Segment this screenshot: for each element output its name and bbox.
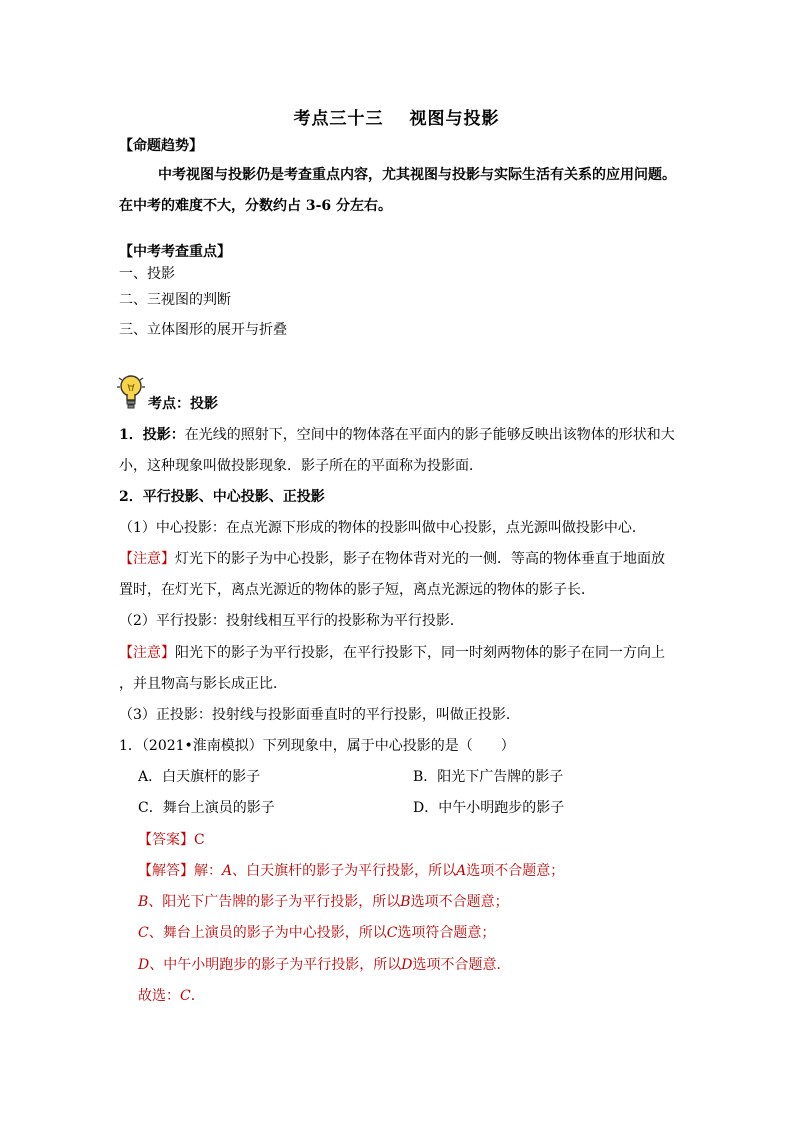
- section-heading: 2．平行投影、中心投影、正投影: [119, 489, 325, 505]
- paragraph: [119, 425, 675, 445]
- option-a: A．白天旗杆的影子: [138, 769, 261, 785]
- paragraph-text: （2）平行投影：投射线相互平行的投影称为平行投影．: [119, 613, 464, 629]
- option-letter: C: [138, 925, 149, 941]
- note-label: 【注意】: [119, 551, 175, 567]
- kaodian-label: 考点：投影: [148, 396, 218, 412]
- analysis-text: 、阳光下广告牌的影子为平行投影，所以: [148, 894, 401, 910]
- option-letter: A: [222, 863, 233, 879]
- option-letter: C: [386, 925, 398, 941]
- option-letter: B: [138, 894, 149, 910]
- analysis-text: 、舞台上演员的影子为中心投影，所以: [148, 925, 387, 941]
- trend-heading: 【命题趋势】: [119, 138, 203, 154]
- note: [119, 643, 665, 663]
- conclusion-line: [138, 986, 205, 1006]
- note-text: 置时，在灯光下，离点光源近的物体的影子短，离点光源远的物体的影子长．: [119, 582, 595, 598]
- option-letter: D: [401, 957, 413, 973]
- note-text: 阳光下的影子为平行投影，在平行投影下，同一时刻两物体的影子在同一方向上: [175, 645, 665, 661]
- trend-text-2: 在中考的难度不大，分数约占 3-6 分左右。: [119, 198, 393, 214]
- option-letter: D: [138, 957, 150, 973]
- title-part-1: 考点三十三: [293, 109, 384, 129]
- analysis-text: 、中午小明跑步的影子为平行投影，所以: [149, 957, 402, 973]
- analysis-text: 选项符合题意；: [397, 925, 496, 941]
- analysis-line: [138, 861, 564, 881]
- conclusion-text: 故选：: [138, 988, 180, 1004]
- option-c: C．舞台上演员的影子: [138, 800, 275, 816]
- analysis-text: 选项不合题意；: [410, 894, 509, 910]
- term-label: 1．投影：: [119, 427, 185, 443]
- trend-text-1: 中考视图与投影仍是考查重点内容，尤其视图与投影与实际生活有关系的应用问题。: [158, 167, 676, 183]
- analysis-text: 选项不合题意．: [412, 957, 511, 973]
- paragraph-text: 在光线的照射下，空间中的物体落在平面内的影子能够反映出该物体的形状和大: [184, 427, 675, 443]
- note-text: 灯光下的影子为中心投影，影子在物体背对光的一侧．等高的物体垂直于地面放: [175, 551, 665, 567]
- analysis-line: [138, 923, 495, 943]
- focus-item: 三、立体图形的展开与折叠: [119, 322, 287, 338]
- question-stem: 1．（2021•淮南模拟）下列现象中，属于中心投影的是（ ）: [119, 738, 515, 754]
- answer-line: 【答案】C: [138, 832, 205, 848]
- focus-heading: 【中考考查重点】: [119, 244, 231, 260]
- analysis-text: 选项不合题意；: [466, 863, 565, 879]
- focus-item: 二、三视图的判断: [119, 292, 231, 308]
- paragraph-text: （1）中心投影：在点光源下形成的物体的投影叫做中心投影，点光源叫做投影中心．: [119, 520, 646, 536]
- analysis-label: 【解答】解：: [138, 863, 222, 879]
- focus-item: 一、投影: [119, 266, 175, 282]
- paragraph-text: （3）正投影：投射线与投影面垂直时的平行投影，叫做正投影．: [119, 707, 520, 723]
- note: [119, 549, 665, 569]
- analysis-line: [138, 892, 509, 912]
- page-title: [0, 104, 793, 129]
- note-text: ，并且物高与影长成正比．: [119, 676, 287, 692]
- option-letter: B: [400, 894, 411, 910]
- title-part-2: 视图与投影: [409, 109, 500, 129]
- option-letter: C: [180, 988, 191, 1004]
- note-label: 【注意】: [119, 645, 175, 661]
- lightbulb-icon: [117, 374, 147, 410]
- option-b: B．阳光下广告牌的影子: [413, 769, 564, 785]
- analysis-line: [138, 955, 510, 975]
- option-letter: A: [456, 863, 467, 879]
- conclusion-text: ．: [190, 988, 205, 1004]
- paragraph-text: 小，这种现象叫做投影现象．影子所在的平面称为投影面．: [119, 458, 483, 474]
- analysis-text: 、白天旗杆的影子为平行投影，所以: [232, 863, 457, 879]
- option-d: D．中午小明跑步的影子: [413, 800, 565, 816]
